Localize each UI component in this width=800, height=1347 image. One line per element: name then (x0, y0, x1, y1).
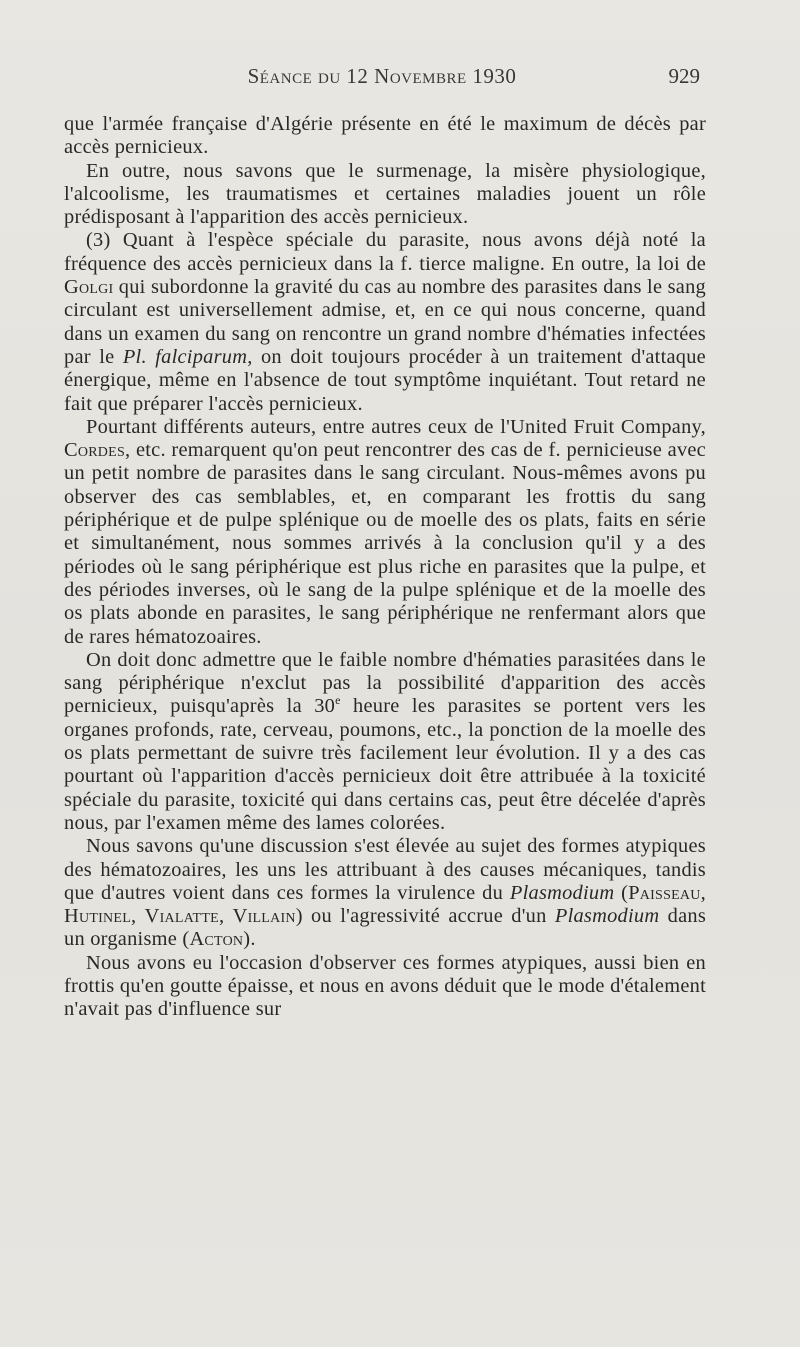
genus-name: Plasmodium (554, 905, 660, 928)
superscript: e (335, 693, 341, 708)
text-run: ) ou l'agressivité accrue d'un (295, 905, 555, 928)
paragraph-6 (64, 835, 706, 951)
text-run: , (700, 881, 707, 904)
author-name: Golgi (64, 276, 114, 299)
paragraph-4 (64, 416, 706, 649)
text-run: (3) Quant à l'espèce spéciale du parasite, nous avons déjà noté la fréquence des accès pernicieux dans la f. tierce maligne. En outre, la loi de (64, 229, 706, 275)
text-run: dans un organisme ( (64, 905, 706, 951)
paragraph-7: Nous avons eu l'occasion d'observer ces formes atypiques, aussi bien en frottis qu'en goutte épaisse, et nous en avons déduit que le mode d'étalement n'avait pas d'influence sur (64, 951, 706, 1021)
paragraph-3 (64, 229, 706, 415)
text-run: Pourtant différents auteurs, entre autres ceux de l'United Fruit Company, (86, 415, 706, 438)
text-run: On doit donc admettre que le faible nombre d'hématies parasitées dans le sang périphérique n'exclut pas la possibilité d'apparition des accès pernicieux, puisqu'après la 30 (64, 648, 706, 718)
text-run: , etc. remarquent qu'on peut rencontrer des cas de f. pernicieuse avec un petit nombre de parasites dans le sang circulant. Nous-mêmes avons pu observer des cas semblables, et, en comparant les frottis du sang périphérique et de pulpe splénique ou de moelle des os plats, faits en série et simultanément, nous sommes arrivés à la conclusion qu'il y a des périodes où le sang périphérique est plus riche en parasites que la pulpe, et des périodes inverses, où le sang de la pulpe splénique et de la moelle des os plats abonde en parasites, le sang périphérique ne renfermant alors que de rares hématozoaires. (64, 439, 706, 648)
paragraph-2: En outre, nous savons que le surmenage, la misère physiologique, l'alcoolisme, les traumatismes et certaines maladies jouent un rôle prédisposant à l'apparition des accès pernicieux. (64, 159, 706, 229)
body-text (64, 113, 706, 1022)
text-run: , (218, 905, 233, 928)
text-run: heure les parasites se portent vers les organes profonds, rate, cerveau, poumons, etc., la ponction de la moelle des os plats permettant de suivre très facilement leur évolution. Il y a des cas pourtant où l'apparition d'accès pernicieux doit être attribuée à la toxicité spéciale du parasite, toxicité qui dans certains cas, peut être décelée d'après nous, par l'examen même des lames colorées. (64, 695, 706, 834)
text-run: qui subordonne la gravité du cas au nombre des parasites dans le sang circulant est universellement admise, et, en ce qui nous concerne, quand dans un examen du sang on rencontre un grand nombre d'hématies infectées par le (64, 276, 706, 368)
author-name: Cordes (64, 439, 125, 462)
text-run: , (131, 905, 145, 928)
author-name: Acton (189, 928, 244, 951)
page-number: 929 (668, 64, 700, 88)
genus-name: Plasmodium (509, 881, 615, 904)
paragraph-5 (64, 649, 706, 835)
text-run: , on doit toujours procéder à un traitement d'attaque énergique, même en l'absence de tout symptôme inquiétant. Tout retard ne fait que préparer l'accès pernicieux. (64, 345, 706, 415)
page-header (64, 64, 700, 94)
author-name: Villain (232, 905, 296, 928)
author-name: Vialatte (144, 905, 219, 928)
text-run: Nous savons qu'une discussion s'est élevée au sujet des formes atypiques des hématozoaires, les uns les attribuant à des causes mécaniques, tandis que d'autres voient dans ces formes la virulence du (64, 835, 706, 904)
paragraph-1: que l'armée française d'Algérie présente en été le maximum de décès par accès pernicieux. (64, 113, 706, 159)
author-name: Hutinel (64, 905, 132, 928)
species-name: Pl. falciparum (122, 345, 248, 368)
text-run: ( (614, 881, 629, 904)
author-name: Paisseau (628, 881, 701, 904)
running-title: Séance du 12 Novembre 1930 (247, 64, 517, 88)
text-run: ). (243, 928, 256, 951)
